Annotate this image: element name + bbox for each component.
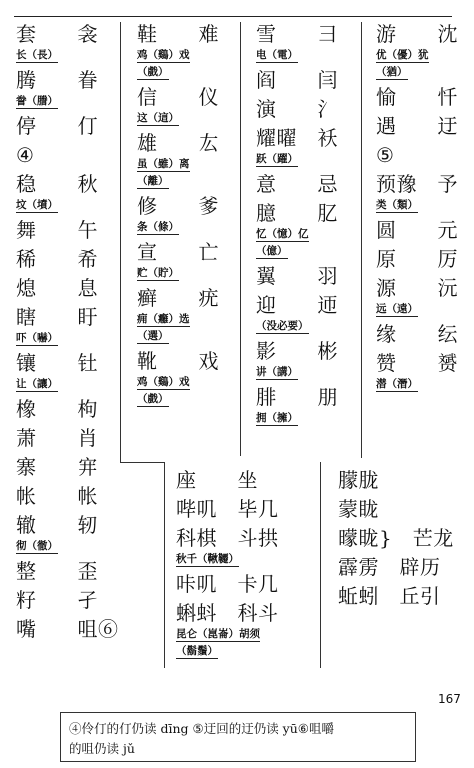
traditional-form-text: 贮（貯） xyxy=(137,267,179,279)
traditional-form-text: 让（讓） xyxy=(16,378,58,390)
character-pair: 熄 息 xyxy=(16,276,98,300)
character-pair: 座 坐 xyxy=(176,468,258,492)
character-pair: 蝌蚪 科斗 xyxy=(176,601,279,625)
traditional-form-note xyxy=(256,153,356,170)
traditional-form-note xyxy=(137,66,237,83)
character-pair: 雄 厷 xyxy=(137,131,219,155)
traditional-form-text: 条（條） xyxy=(137,221,179,233)
traditional-form-note xyxy=(137,313,237,330)
traditional-form-note xyxy=(256,412,356,429)
character-pair: 稀 希 xyxy=(16,247,98,271)
divider-5 xyxy=(320,462,321,668)
traditional-form-note xyxy=(137,158,237,175)
character-pair: 翼 羽 xyxy=(256,264,338,288)
character-pair: 意 忌 xyxy=(256,172,338,196)
column-2 xyxy=(137,20,237,410)
footnote-box xyxy=(60,712,416,762)
traditional-form-text: （億） xyxy=(256,245,288,257)
traditional-form-note xyxy=(137,330,237,347)
column-5 xyxy=(176,466,316,662)
traditional-form-text: 鸡（鷄）戏 xyxy=(137,376,190,388)
divider-3 xyxy=(361,22,362,458)
column-1 xyxy=(16,20,120,644)
character-pair: 愉 忏 xyxy=(376,85,458,109)
column-6 xyxy=(338,466,458,611)
traditional-form-note xyxy=(16,49,120,66)
character-pair: 嘴 咀⑥ xyxy=(16,617,119,641)
traditional-form-note xyxy=(16,199,120,216)
character-pair: 游 沈 xyxy=(376,22,458,46)
character-pair: 稳 秋 xyxy=(16,172,98,196)
traditional-form-text: 跃（躍） xyxy=(256,153,298,165)
traditional-form-text: 讲（講） xyxy=(256,366,298,378)
traditional-form-text: 坟（墳） xyxy=(16,199,58,211)
character-pair: 迎 迊 xyxy=(256,293,338,317)
character-pair: 瞎 盱 xyxy=(16,305,98,329)
traditional-form-note xyxy=(16,540,120,557)
traditional-form-note xyxy=(256,228,356,245)
traditional-form-text: 昆仑（崑崙）胡须 xyxy=(176,628,260,640)
column-4 xyxy=(376,20,462,395)
traditional-form-text: 类（類） xyxy=(376,199,418,211)
character-pair: 影 彬 xyxy=(256,339,338,363)
character-pair: 帐 帐 xyxy=(16,484,98,508)
traditional-form-note xyxy=(16,95,120,112)
character-pair: 预豫 予 xyxy=(376,172,458,196)
traditional-form-text: 这（這） xyxy=(137,112,179,124)
character-pair: 赞 赟 xyxy=(376,351,458,375)
traditional-form-note xyxy=(256,49,356,66)
character-pair: 籽 孑 xyxy=(16,588,98,612)
character-pair: 原 厉 xyxy=(376,247,458,271)
traditional-form-text: 电（電） xyxy=(256,49,298,61)
character-pair: 蒙眬 xyxy=(338,497,379,521)
traditional-form-note xyxy=(256,320,356,337)
character-pair: 宣 亡 xyxy=(137,240,219,264)
character-pair: ④ xyxy=(16,143,35,167)
character-pair: 停 仃 xyxy=(16,114,98,138)
traditional-form-text: 远（遠） xyxy=(376,303,418,315)
top-rule xyxy=(14,16,452,17)
character-pair: 腾 眷 xyxy=(16,68,98,92)
footnote-line-1: ④伶仃的仃仍读 dīng ⑤迂回的迂仍读 yū⑥咀嚼 xyxy=(69,721,334,736)
character-pair: 圆 元 xyxy=(376,218,458,242)
traditional-form-text: 拥（擁） xyxy=(256,412,298,424)
character-pair: 雪 彐 xyxy=(256,22,338,46)
traditional-form-note xyxy=(16,332,120,349)
character-pair: 演 氵 xyxy=(256,97,338,121)
character-pair: 阎 闫 xyxy=(256,68,338,92)
traditional-form-note xyxy=(176,553,316,570)
character-pair: 鞋 难 xyxy=(137,22,219,46)
character-pair: 癣 疣 xyxy=(137,286,219,310)
character-pair: 遇 迂 xyxy=(376,114,458,138)
traditional-form-text: 忆（憶）亿 xyxy=(256,228,309,240)
traditional-form-text: （戲） xyxy=(137,66,169,78)
traditional-form-note xyxy=(137,49,237,66)
traditional-form-note xyxy=(376,378,462,395)
divider-4 xyxy=(164,462,165,668)
traditional-form-note xyxy=(137,376,237,393)
traditional-form-text: （没必要） xyxy=(256,320,309,332)
footnote-line-2: 的咀仍读 jǔ xyxy=(69,741,135,756)
character-pair: 耀曜 袄 xyxy=(256,126,338,150)
traditional-form-note xyxy=(137,112,237,129)
traditional-form-text: 秋千（鞦韆） xyxy=(176,553,239,565)
traditional-form-text: 彻（徹） xyxy=(16,540,58,552)
character-pair: 咔叽 卡几 xyxy=(176,572,279,596)
character-pair: 镶 钍 xyxy=(16,351,98,375)
traditional-form-note xyxy=(176,628,316,645)
traditional-form-text: （選） xyxy=(137,330,169,342)
traditional-form-text: （戲） xyxy=(137,393,169,405)
character-pair: 哔叽 毕几 xyxy=(176,497,279,521)
character-pair: 辙 轫 xyxy=(16,513,98,537)
character-pair: 缘 纭 xyxy=(376,322,458,346)
traditional-form-note xyxy=(137,175,237,192)
traditional-form-text: 鸡（鷄）戏 xyxy=(137,49,190,61)
character-pair: 萧 肖 xyxy=(16,426,98,450)
divider-2 xyxy=(240,22,241,456)
traditional-form-note xyxy=(137,393,237,410)
traditional-form-text: 痈（癰）选 xyxy=(137,313,190,325)
traditional-form-note xyxy=(176,645,316,662)
traditional-form-note xyxy=(16,378,120,395)
character-pair: 源 沅 xyxy=(376,276,458,300)
traditional-form-text: 长（長） xyxy=(16,49,58,61)
character-pair: ⑤ xyxy=(376,143,395,167)
character-pair: 寨 宑 xyxy=(16,455,98,479)
traditional-form-note xyxy=(376,199,462,216)
traditional-form-text: （猶） xyxy=(376,66,408,78)
character-pair: 整 歪 xyxy=(16,559,98,583)
traditional-form-text: 虽（雖）离 xyxy=(137,158,190,170)
traditional-form-text: （鬍鬚） xyxy=(176,645,218,657)
character-pair: 靴 戏 xyxy=(137,349,219,373)
character-pair: 信 仪 xyxy=(137,85,219,109)
character-pair: 橡 枸 xyxy=(16,397,98,421)
character-pair: 套 衾 xyxy=(16,22,98,46)
traditional-form-note xyxy=(256,245,356,262)
character-pair: 舞 午 xyxy=(16,218,98,242)
traditional-form-text: 誊（謄） xyxy=(16,95,58,107)
character-pair: 蚯蚓 丘引 xyxy=(338,584,441,608)
column-3 xyxy=(256,20,356,429)
page-number: 167 xyxy=(438,692,461,706)
traditional-form-note xyxy=(137,267,237,284)
character-pair: 霹雳 辟历 xyxy=(338,555,441,579)
traditional-form-note xyxy=(376,66,462,83)
character-pair: 腓 朋 xyxy=(256,385,338,409)
traditional-form-note xyxy=(137,221,237,238)
character-pair: 朦胧 xyxy=(338,468,379,492)
traditional-form-note xyxy=(376,303,462,320)
traditional-form-text: 潜（潛） xyxy=(376,378,418,390)
character-pair: 科棋 斗拱 xyxy=(176,526,279,550)
character-pair: 修 爹 xyxy=(137,194,219,218)
divider-horizontal xyxy=(120,462,164,463)
traditional-form-note xyxy=(256,366,356,383)
character-pair: 臆 肊 xyxy=(256,201,338,225)
character-pair: 曚昽} 芒龙 xyxy=(338,526,454,550)
divider-1 xyxy=(120,22,121,462)
traditional-form-text: 吓（嚇） xyxy=(16,332,58,344)
traditional-form-text: 优（優）犹 xyxy=(376,49,429,61)
traditional-form-text: （離） xyxy=(137,175,169,187)
traditional-form-note xyxy=(376,49,462,66)
